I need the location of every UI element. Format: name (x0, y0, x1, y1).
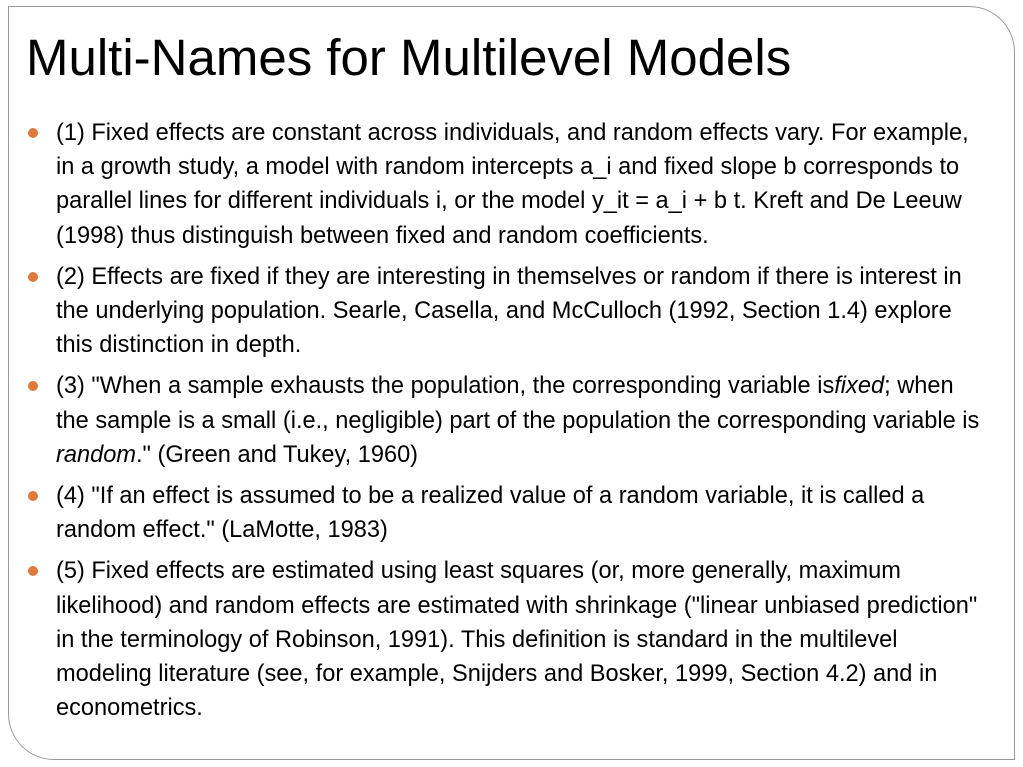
bullet-text: (2) Effects are fixed if they are interesting in themselves or random if there is interest in the underlying population. Searle, Casella, and McCulloch (1992, Section 1.4) explore this distinction in depth. (56, 263, 962, 359)
bullet-text: (5) Fixed effects are estimated using least squares (or, more generally, maximum likelihood) and random effects are estimated with shrinkage ("linear unbiased prediction" in the terminology of Robinson, 1991). This definition is standard in the multilevel modeling literature (see, for example, Snijders and Bosker, 1999, Section 4.2) and in econometrics. (56, 558, 978, 722)
bullet-item-2 (26, 260, 986, 363)
bullet-text: (4) "If an effect is assumed to be a realized value of a random variable, it is called a random effect." (LaMotte, 1983) (56, 483, 925, 544)
bullet-text: (1) Fixed effects are constant across individuals, and random effects vary. For example, in a growth study, a model with random intercepts a_i and fixed slope b corresponds to parallel lines for different individuals i, or the model y_it = a_i + b t. Kreft and De Leeuw (1998) thus distinguish between fixed and random coefficients. (56, 120, 969, 249)
bullet-icon (28, 381, 38, 391)
bullet-text-part: ." (Green and Tukey, 1960) (136, 441, 419, 468)
bullet-icon (28, 491, 38, 501)
bullet-icon (28, 128, 38, 138)
bullet-item-1 (26, 116, 986, 253)
bullet-icon (28, 566, 38, 576)
italic-term-random: random (56, 441, 136, 468)
bullet-text-part: ; when the sample is a small (i.e., negligible) part of the population the corresponding variable is (56, 373, 980, 434)
bullet-icon (28, 272, 38, 282)
italic-term-fixed: fixed (834, 373, 885, 400)
bullet-text (56, 373, 979, 467)
bullet-list (26, 116, 986, 732)
slide-title: Multi-Names for Multilevel Models (26, 29, 792, 86)
bullet-text-part: (3) "When a sample exhausts the population, the corresponding variable is (56, 373, 835, 400)
bullet-item-4 (26, 479, 986, 547)
bullet-item-3 (26, 369, 986, 472)
bullet-item-5 (26, 554, 986, 725)
